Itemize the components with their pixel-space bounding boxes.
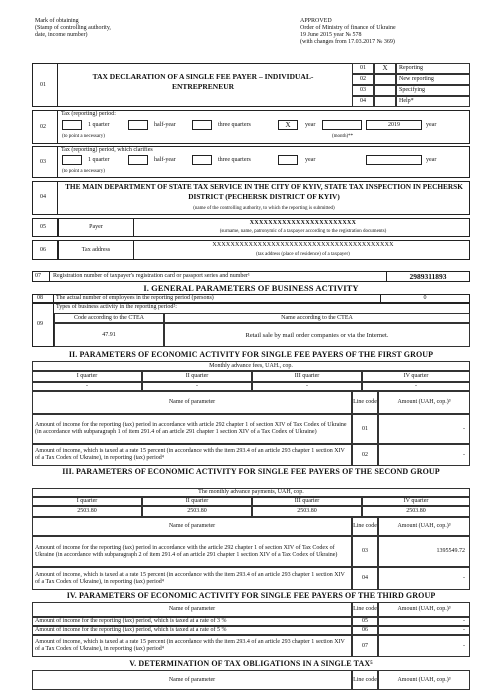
type-checkbox-specifying[interactable] <box>374 85 396 96</box>
employees-num-cell <box>32 294 54 303</box>
ctea-code-header: Code according to the CTEA <box>54 313 164 323</box>
s2-param-header: Name of parameter <box>32 391 352 414</box>
period-year-label: year <box>305 122 316 128</box>
s2-quarter-2-value[interactable]: - <box>142 382 252 391</box>
s4-amount-header: Amount (UAH, cop.)³ <box>378 602 470 617</box>
s2-row-02-amount[interactable]: - <box>378 444 470 466</box>
s4-param-header: Name of parameter <box>32 602 352 617</box>
s4-row-05-code: 05 <box>352 617 378 626</box>
registration-value[interactable]: 2989311893 <box>409 272 447 281</box>
clarify-q3-checkbox[interactable] <box>192 155 212 165</box>
s3-quarter-2-value[interactable]: 2503.80 <box>142 506 252 517</box>
s3-param-header: Name of parameter <box>32 517 352 536</box>
clarify-year-label: year <box>305 157 316 163</box>
payer-value: XXXXXXXXXXXXXXXXXXXXXXX <box>249 220 357 226</box>
activity-num: 09 <box>37 321 43 327</box>
period-q1-label: 1 quarter <box>88 122 110 128</box>
s2-line-header: Line code <box>352 391 378 414</box>
s3-quarter-1-header: I quarter <box>32 497 142 506</box>
s3-quarter-4-value[interactable]: 2503.80 <box>362 506 470 517</box>
s3-quarter-2-header: II quarter <box>142 497 252 506</box>
approved-line-3: 19 June 2015 year № 578 <box>300 32 362 38</box>
type-num-03: 03 <box>352 85 374 96</box>
s3-line-header: Line code <box>352 517 378 536</box>
ctea-code-value: 47.91 <box>54 323 164 347</box>
period-half-checkbox[interactable] <box>128 120 148 130</box>
s3-amount-header: Amount (UAH, cop.)³ <box>378 517 470 536</box>
clarify-year-label-2: year <box>426 157 437 163</box>
section-1-title: I. GENERAL PARAMETERS OF BUSINESS ACTIVITY <box>143 283 359 293</box>
s4-row-07-amount[interactable]: - <box>378 635 470 657</box>
registration-label: Registration number of taxpayer's registration card or passport series and number¹ <box>53 273 250 279</box>
period-month-note: (month)** <box>332 134 354 139</box>
type-num-04: 04 <box>352 96 374 107</box>
s4-row-05-amount[interactable]: - <box>378 617 470 626</box>
s4-row-06-code: 06 <box>352 626 378 635</box>
mark-of-obtaining <box>35 18 235 39</box>
section-3-title: III. PARAMETERS OF ECONOMIC ACTIVITY FOR SINGLE FEE PAYERS OF THE SECOND GROUP <box>62 467 440 476</box>
period-half-label: half-year <box>154 122 176 128</box>
period-year-checkbox[interactable]: X <box>278 120 298 130</box>
clarify-half-checkbox[interactable] <box>128 155 148 165</box>
type-checkbox-help[interactable] <box>374 96 396 107</box>
mark-line-2: (Stamp of controlling authority, <box>35 25 111 31</box>
employees-label: The actual number of employees in the reporting period (persons) <box>56 295 214 301</box>
s4-row-05-text: Amount of income for the reporting (tax) period, which is taxed at a rate of 3 % <box>32 617 352 626</box>
period-note: (to point a necessary) <box>62 134 105 139</box>
s2-quarter-1-value[interactable]: - <box>32 382 142 391</box>
address-label: Tax address <box>81 247 111 253</box>
s3-row-03-amount[interactable]: 1395549.72 <box>378 536 470 567</box>
clarify-q1-label: 1 quarter <box>88 157 110 163</box>
activity-types-label: Types of business activity in the reporting period²: <box>56 304 177 310</box>
s2-advance-header: Monthly advance fees, UAH., cop. <box>32 361 470 371</box>
clarify-q3-label: three quarters <box>218 157 251 163</box>
s5-line-header: Line code <box>352 670 378 690</box>
s2-quarter-1-header: I quarter <box>32 371 142 382</box>
authority-name: THE MAIN DEPARTMENT OF STATE TAX SERVICE IN THE CITY OF KYIV, STATE TAX INSPECTION IN PECHERSK DISTRICT (PECHERSK DISTRICT OF KYIV) <box>65 182 463 201</box>
period-label: Tax (reporting) period: <box>61 111 116 117</box>
type-num-01: 01 <box>352 63 374 74</box>
s2-quarter-3-header: III quarter <box>252 371 362 382</box>
period-clarify-num: 03 <box>40 159 46 165</box>
s3-row-04-text: Amount of income, which is taxed at a rate 15 percent (in accordance with the item 293.4 of an article 293 chapter 1 section XIV of a Tax Codex of Ukraine), in reporting (tax) period⁴ <box>32 567 352 590</box>
s2-row-02-code: 02 <box>352 444 378 466</box>
address-caption: (tax address (place of residence) of a taxpayer) <box>256 252 350 257</box>
authority-num: 04 <box>40 194 46 200</box>
period-q1-checkbox[interactable] <box>62 120 82 130</box>
type-num-02: 02 <box>352 74 374 85</box>
s3-advance-header: The monthly advance payments, UAH, cop. <box>32 488 470 497</box>
approval-block <box>300 18 490 46</box>
s3-row-04-code: 04 <box>352 567 378 590</box>
period-year-label-2: year <box>426 122 437 128</box>
s3-quarter-3-header: III quarter <box>252 497 362 506</box>
payer-label: Payer <box>89 224 103 230</box>
s2-row-02-text: Amount of income, which is taxed at a rate 15 percent (in accordance with the item 293.4 of an article 293 chapter 1 section XIV of a Tax Codex of Ukraine), in reporting (tax) period⁴ <box>32 444 352 466</box>
section-4-title: IV. PARAMETERS OF ECONOMIC ACTIVITY FOR SINGLE FEE PAYERS OF THE THIRD GROUP <box>66 591 436 600</box>
s3-quarter-1-value[interactable]: 2503.80 <box>32 506 142 517</box>
s3-quarter-4-header: IV quarter <box>362 497 470 506</box>
period-num: 02 <box>40 124 46 130</box>
s2-quarter-2-header: II quarter <box>142 371 252 382</box>
address-value: XXXXXXXXXXXXXXXXXXXXXXXXXXXXXXXXXXXXXXXX <box>212 242 394 248</box>
type-label-help: Help* <box>396 96 470 107</box>
type-label-specifying: Specifying <box>396 85 470 96</box>
section-5-title: V. DETERMINATION OF TAX OBLIGATIONS IN A SINGLE TAX⁵ <box>129 659 373 668</box>
s2-quarter-3-value[interactable]: - <box>252 382 362 391</box>
approved-line-1: APPROVED <box>300 18 332 24</box>
period-clarify-label: Tax (reporting) period, which clarifies <box>61 147 153 153</box>
s5-amount-header: Amount (UAH, cop.)³ <box>378 670 470 690</box>
s3-row-03-code: 03 <box>352 536 378 567</box>
clarify-note: (to point a necessary) <box>62 169 105 174</box>
ctea-name-value: Retail sale by mail order companies or via the Internet. <box>164 323 470 347</box>
type-checkbox-reporting[interactable]: X <box>374 63 396 74</box>
address-num: 06 <box>40 247 46 253</box>
s2-quarter-4-header: IV quarter <box>362 371 470 382</box>
mark-line-1: Mark of obtaining <box>35 18 79 24</box>
type-label-reporting: Reporting <box>396 63 470 74</box>
clarify-year-field[interactable] <box>366 155 422 165</box>
approved-line-2: Order of Ministry of finance of Ukraine <box>300 25 396 31</box>
clarify-year-checkbox[interactable] <box>278 155 298 165</box>
s2-row-01-text: Amount of income for the reporting (tax) period in accordance with article 292 chapter 1 of section XIV of Tax Codex of Ukraine (in accordance with subparagraph 1 of item 291.4 of an article 291 chapter 1 section XIV of a Tax Codex of Ukraine) <box>32 414 352 444</box>
payer-num: 05 <box>40 224 46 230</box>
s3-quarter-3-value[interactable]: 2503.80 <box>252 506 362 517</box>
clarify-half-label: half-year <box>154 157 176 163</box>
s4-row-07-code: 07 <box>352 635 378 657</box>
type-checkbox-new-reporting[interactable] <box>374 74 396 85</box>
s3-row-03-text: Amount of income for the reporting (tax) period in accordance with the article 292 chapter 1 of section XIV of Tax Codex of Ukraine (in accordance with subparagraph 2 of item 291.4 of an article 291 chapter 1 section XIV of a Tax Codex of Ukraine) <box>32 536 352 567</box>
activity-num-cell <box>32 303 54 347</box>
employees-value[interactable]: 0 <box>423 295 427 301</box>
s4-row-06-amount[interactable]: - <box>378 626 470 635</box>
payer-caption: (surname, name, patronymic of a taxpayer according to the registration documents) <box>219 229 387 234</box>
approved-line-4: (with changes from 17.03.2017 № 369) <box>300 39 395 45</box>
section-2-title: II. PARAMETERS OF ECONOMIC ACTIVITY FOR SINGLE FEE PAYERS OF THE FIRST GROUP <box>68 350 434 359</box>
s4-row-07-text: Amount of income, which is taxed at a rate 15 percent (in accordance with the item 293.4 of an article 293 chapter 1 section XIV of a Tax Codex of Ukraine), in reporting (tax) period⁴ <box>32 635 352 657</box>
mark-line-3: date, income number) <box>35 32 88 38</box>
period-year-field[interactable]: 2019 <box>366 120 422 130</box>
type-label-new-reporting: New reporting <box>396 74 470 85</box>
s2-row-01-amount[interactable]: - <box>378 414 470 444</box>
s3-row-04-amount[interactable]: - <box>378 567 470 590</box>
period-month-field[interactable] <box>322 120 362 130</box>
clarify-q1-checkbox[interactable] <box>62 155 82 165</box>
s2-row-01-code: 01 <box>352 414 378 444</box>
period-q3-label: three quarters <box>218 122 251 128</box>
declaration-title: TAX DECLARATION OF A SINGLE FEE PAYER – INDIVIDUAL-ENTREPRENEUR <box>92 72 314 91</box>
employees-num: 08 <box>37 295 43 301</box>
s4-line-header: Line code <box>352 602 378 617</box>
s5-param-header: Name of parameter <box>32 670 352 690</box>
title-num: 01 <box>40 82 46 88</box>
period-q3-checkbox[interactable] <box>192 120 212 130</box>
ctea-name-header: Name according to the CTEA <box>164 313 470 323</box>
authority-caption: (name of the controlling authority, to which the reporting is submitted) <box>193 206 335 211</box>
s2-quarter-4-value[interactable]: - <box>362 382 470 391</box>
s2-amount-header: Amount (UAH, cop.)³ <box>378 391 470 414</box>
s4-row-06-text: Amount of income for the reporting (tax) period, which is taxed at a rate of 5 % <box>32 626 352 635</box>
registration-num: 07 <box>35 273 41 279</box>
